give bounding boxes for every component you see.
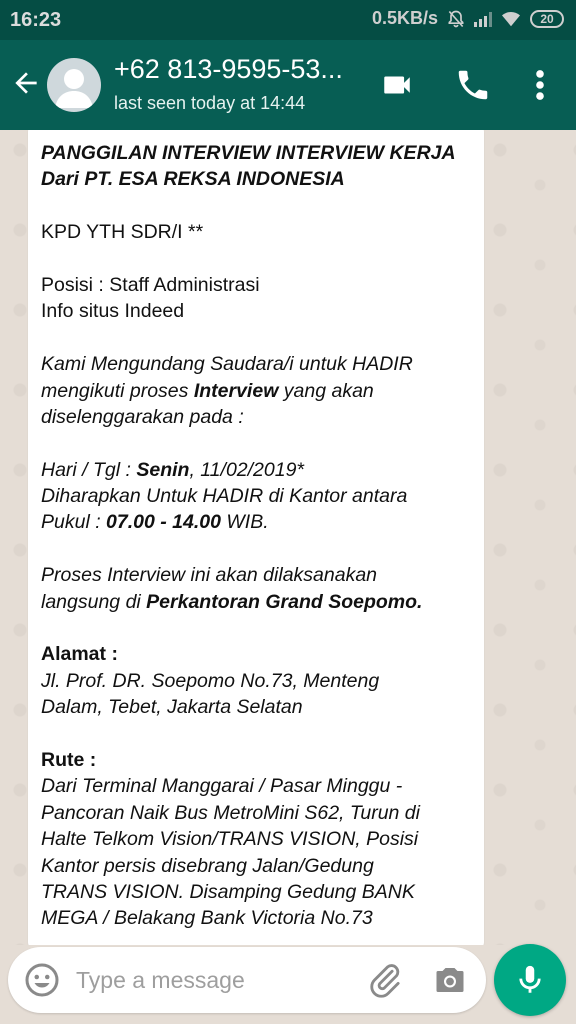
message-expect-line: Diharapkan Untuk HADIR di Kantor antara [41, 485, 408, 508]
message-route-line: Halte Telkom Vision/TRANS VISION, Posisi [41, 828, 419, 851]
message-invite-line: Kami Mengundang Saudara/i untuk HADIR [41, 353, 413, 376]
message-route-line: Kantor persis disebrang Jalan/Gedung [41, 854, 374, 877]
message-addressee: KPD YTH SDR/I ** [41, 221, 204, 244]
cell-signal-icon [474, 11, 492, 27]
message-process-line: langsung di Perkantoran Grand Soepomo. [41, 590, 423, 613]
camera-icon[interactable] [432, 962, 468, 998]
avatar[interactable] [47, 58, 101, 112]
more-vert-icon[interactable] [528, 66, 552, 104]
phone-icon[interactable] [454, 66, 492, 104]
message-hours-line: Pukul : 07.00 - 14.00 WIB. [41, 511, 269, 534]
paperclip-icon[interactable] [366, 961, 404, 999]
message-input[interactable] [76, 960, 346, 1000]
last-seen-status: last seen today at 14:44 [114, 93, 306, 113]
message-title: PANGGILAN INTERVIEW INTERVIEW KERJA [41, 142, 456, 164]
chat-area[interactable] [0, 130, 576, 945]
message-text [41, 140, 470, 932]
message-info: Info situs Indeed [41, 300, 185, 323]
message-address-label: Alamat : [41, 643, 118, 666]
message-route-label: Rute : [41, 748, 97, 771]
contact-name[interactable]: +62 813-9595-53... [114, 54, 343, 84]
status-time: 16:23 [10, 9, 62, 31]
video-call-icon[interactable] [378, 68, 416, 102]
message-route-line: Dari Terminal Manggarai / Pasar Minggu - [41, 775, 403, 798]
message-company: Dari PT. ESA REKSA INDONESIA [41, 168, 345, 191]
message-date-line: Hari / Tgl : Senin, 11/02/2019* [41, 458, 305, 481]
emoji-icon[interactable] [24, 962, 60, 998]
message-position: Posisi : Staff Administrasi [41, 273, 260, 296]
message-process-line: Proses Interview ini akan dilaksanakan [41, 564, 378, 587]
message-composer [8, 947, 486, 1013]
message-route-line: Pancoran Naik Bus MetroMini S62, Turun di [41, 801, 420, 824]
message-route-line: MEGA / Belakang Bank Victoria No.73 [41, 907, 373, 930]
message-invite-line: diselenggarakan pada : [41, 405, 244, 428]
mute-alarm-icon [446, 9, 466, 29]
network-speed: 0.5KB/s [371, 8, 438, 28]
message-route-line: TRANS VISION. Disamping Gedung BANK [41, 880, 415, 903]
mic-button[interactable] [494, 944, 566, 1016]
chat-header [0, 40, 576, 130]
mic-icon [513, 963, 547, 997]
status-bar [0, 0, 576, 40]
incoming-message-bubble[interactable] [28, 130, 484, 945]
wifi-icon [500, 10, 522, 28]
back-arrow-icon[interactable] [10, 67, 42, 99]
message-invite-line: mengikuti proses Interview yang akan [41, 379, 374, 402]
message-address-line: Jl. Prof. DR. Soepomo No.73, Menteng [41, 669, 380, 692]
message-address-line: Dalam, Tebet, Jakarta Selatan [41, 696, 303, 719]
status-indicators [372, 8, 564, 29]
battery-icon: 20 [530, 10, 564, 28]
default-avatar-icon [47, 58, 101, 112]
